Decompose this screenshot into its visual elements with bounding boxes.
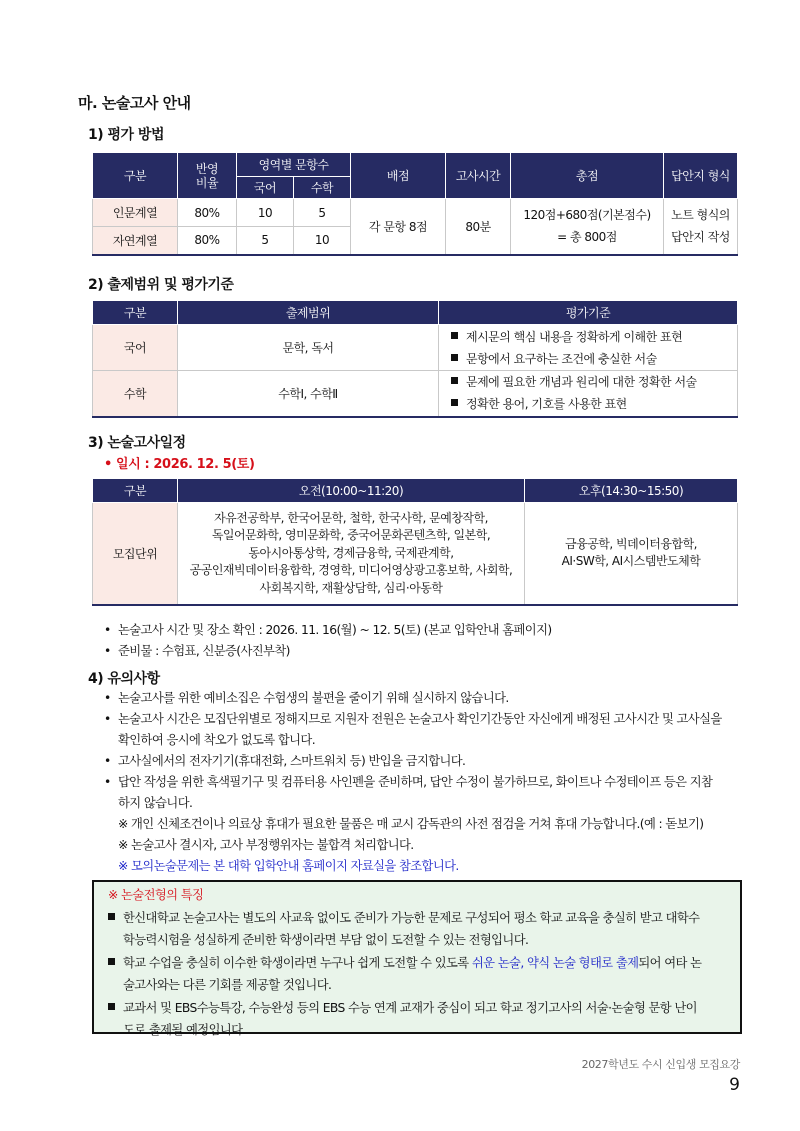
feature-text: 학능력시험을 성실하게 준비한 학생이라면 부담 없이 도전할 수 있는 전형입니다. (123, 933, 529, 947)
page-number: 9 (729, 1075, 740, 1095)
th-total: 총점 (511, 153, 664, 199)
criteria-text: 정확한 용어, 기호를 사용한 표현 (466, 397, 627, 412)
row-ratio: 80% (178, 199, 237, 227)
list-item: 논술고사를 위한 예비소집은 수험생의 불편을 줄이기 위해 실시하지 않습니다. (118, 691, 509, 705)
square-bullet-icon (108, 913, 115, 920)
row-ratio: 80% (178, 227, 237, 255)
list-item-cont: 확인하여 응시에 착오가 없도록 합니다. (118, 733, 316, 747)
row-criteria (439, 371, 738, 417)
unit-line: 독일어문화학, 영미문화학, 중국어문화콘텐츠학, 일본학, (211, 528, 491, 542)
criteria-text: 제시문의 핵심 내용을 정확하게 이해한 표현 (466, 329, 683, 344)
feature-highlight: 쉬운 논술, 약식 논술 형태로 출제 (471, 955, 639, 970)
s3-title: 3) 논술고사일정 (88, 435, 186, 451)
unit-line: 동아시아통상학, 경제금융학, 국제관계학, (248, 545, 454, 560)
unit-line: 금융공학, 빅데이터융합학, (565, 537, 697, 552)
th-kor: 국어 (237, 177, 294, 199)
exam-date: • 일시 : 2026. 12. 5(토) (104, 457, 255, 472)
row-range: 수학Ⅰ, 수학Ⅱ (178, 371, 439, 417)
list-item: 논술고사 시간은 모집단위별로 정해지므로 지원자 전원은 논술고사 확인기간동안 자신에게 배정된 고사시간 및 고사실을 (118, 712, 722, 726)
s1-title: 1) 평가 방법 (88, 127, 164, 143)
evaluation-table (92, 152, 738, 256)
th-score: 배점 (351, 153, 446, 199)
criteria-table (92, 300, 738, 418)
answer-cell (664, 199, 738, 255)
th-ratio: 반영 비율 (178, 153, 237, 199)
list-item: 고사실에서의 전자기기(휴대전화, 스마트워치 등) 반입을 금지합니다. (118, 754, 466, 768)
th-am: 오전(10:00~11:20) (178, 479, 525, 503)
time-cell: 80분 (446, 199, 511, 255)
answer-line-1: 노트 형식의 (671, 208, 730, 223)
total-line-1: 120점+680점(기본점수) (523, 208, 651, 223)
feature-box (92, 880, 742, 1037)
note: ※ 논술고사 결시자, 고사 부정행위자는 불합격 처리합니다. (118, 838, 414, 852)
row-name: 국어 (93, 325, 178, 371)
square-bullet-icon (451, 399, 458, 406)
criteria-text: 문제에 필요한 개념과 원리에 대한 정확한 서술 (466, 375, 697, 390)
row-criteria (439, 325, 738, 371)
th-criteria: 평가기준 (439, 301, 738, 325)
th-gubun: 구분 (93, 301, 178, 325)
unit-line: 사회복지학, 재활상담학, 심리·아동학 (259, 580, 443, 595)
feature-text: 한신대학교 논술고사는 별도의 사교육 없이도 준비가 가능한 문제로 구성되어 평소 학교 교육을 충실히 받고 대학수 (123, 910, 700, 925)
footer-text: 2027학년도 수시 신입생 모집요강 (581, 1058, 740, 1071)
pm-units (525, 503, 738, 605)
row-name: 모집단위 (93, 503, 178, 605)
feature-text: 되어 여타 논 (638, 955, 702, 970)
th-pm: 오후(14:30~15:50) (525, 479, 738, 503)
feature-text: 교과서 및 EBS수능특강, 수능완성 등의 EBS 수능 연계 교재가 중심이 되고 학교 정기고사의 서술·논술형 문항 난이 (123, 1000, 697, 1015)
th-group: 영역별 문항수 (237, 153, 351, 177)
schedule-notes: • 논술고사 시간 및 장소 확인 : 2026. 11. 16(월) ~ 12. 5(토) (본교 입학안내 홈페이지) • 준비물 : 수험표, 신분증(사진부착) (104, 623, 552, 658)
row-math: 5 (294, 199, 351, 227)
row-kor: 5 (237, 227, 294, 255)
section-title: 마. 논술고사 안내 (78, 94, 191, 112)
score-cell: 각 문항 8점 (351, 199, 446, 255)
feature-text: 술고사와는 다른 기회를 제공할 것입니다. (123, 978, 332, 992)
precautions-list: • 논술고사를 위한 예비소집은 수험생의 불편을 줄이기 위해 실시하지 않습니다. • 논술고사 시간은 모집단위별로 정해지므로 지원자 전원은 논술고사 확인기간동안 자신에게 배정된 고사시간 및 고사실을 확인하여 응시에 착오가 없도록 합니다. • 고사실에서의 전자기기(휴대전화, 스마트워치 등) 반입을 금지합니다. • 답안 작성을 위한 흑색필기구 및 컴퓨터용 사인펜을 준비하며, 답안 수정이 불가하므로, 화이트나 수정테이프 등은 지참 하지 않습니다. ※ 개인 신체조건이나 의료상 휴대가 필요한 물품은 매 교시 감독관의 사전 점검을 거쳐 휴대 가능합니다.(예 : 돋보기) ※ 논술고사 결시자, 고사 부정행위자는 불합격 처리합니다. ※ 모의논술문제는 본 대학 입학안내 홈페이지 자료실을 참조합니다. (104, 688, 744, 877)
unit-line: 자유전공학부, 한국어문학, 철학, 한국사학, 문예창작학, (214, 510, 488, 525)
list-item: 준비물 : 수험표, 신분증(사진부착) (118, 644, 290, 658)
list-item: 답안 작성을 위한 흑색필기구 및 컴퓨터용 사인펜을 준비하며, 답안 수정이 불가하므로, 화이트나 수정테이프 등은 지참 (118, 775, 713, 789)
feature-text: 학교 수업을 충실히 이수한 학생이라면 누구나 쉽게 도전할 수 있도록 (123, 955, 472, 970)
schedule-table (92, 478, 738, 606)
note: ※ 개인 신체조건이나 의료상 휴대가 필요한 물품은 매 교시 감독관의 사전 점검을 거쳐 휴대 가능합니다.(예 : 돋보기) (118, 817, 704, 831)
square-bullet-icon (451, 377, 458, 384)
list-item: 논술고사 시간 및 장소 확인 : 2026. 11. 16(월) ~ 12. 5(토) (본교 입학안내 홈페이지) (118, 623, 552, 637)
feature-text: 도로 출제될 예정입니다. (123, 1023, 246, 1037)
th-time: 고사시간 (446, 153, 511, 199)
square-bullet-icon (451, 354, 458, 361)
row-math: 10 (294, 227, 351, 255)
th-range: 출제범위 (178, 301, 439, 325)
answer-line-2: 답안지 작성 (671, 230, 730, 245)
square-bullet-icon (451, 332, 458, 339)
total-cell (511, 199, 664, 255)
note-blue: ※ 모의논술문제는 본 대학 입학안내 홈페이지 자료실을 참조합니다. (118, 859, 459, 873)
th-math: 수학 (294, 177, 351, 199)
row-name: 수학 (93, 371, 178, 417)
row-range: 문학, 독서 (178, 325, 439, 371)
th-gubun: 구분 (93, 153, 178, 199)
row-name: 인문계열 (93, 199, 178, 227)
s2-title: 2) 출제범위 및 평가기준 (88, 277, 234, 293)
th-answer: 답안지 형식 (664, 153, 738, 199)
square-bullet-icon (108, 1003, 115, 1010)
am-units (178, 503, 525, 605)
feature-title: ※ 논술전형의 특징 (108, 888, 204, 902)
total-line-2: = 총 800점 (557, 230, 617, 245)
row-kor: 10 (237, 199, 294, 227)
unit-line: AI·SW학, AI시스템반도체학 (561, 554, 701, 569)
row-name: 자연계열 (93, 227, 178, 255)
criteria-text: 문항에서 요구하는 조건에 충실한 서술 (466, 351, 657, 366)
unit-line: 공공인재빅데이터융합학, 경영학, 미디어영상광고홍보학, 사회학, (189, 563, 513, 577)
list-item-cont: 하지 않습니다. (118, 796, 193, 810)
th-gubun: 구분 (93, 479, 178, 503)
s4-title: 4) 유의사항 (88, 671, 160, 687)
square-bullet-icon (108, 958, 115, 965)
